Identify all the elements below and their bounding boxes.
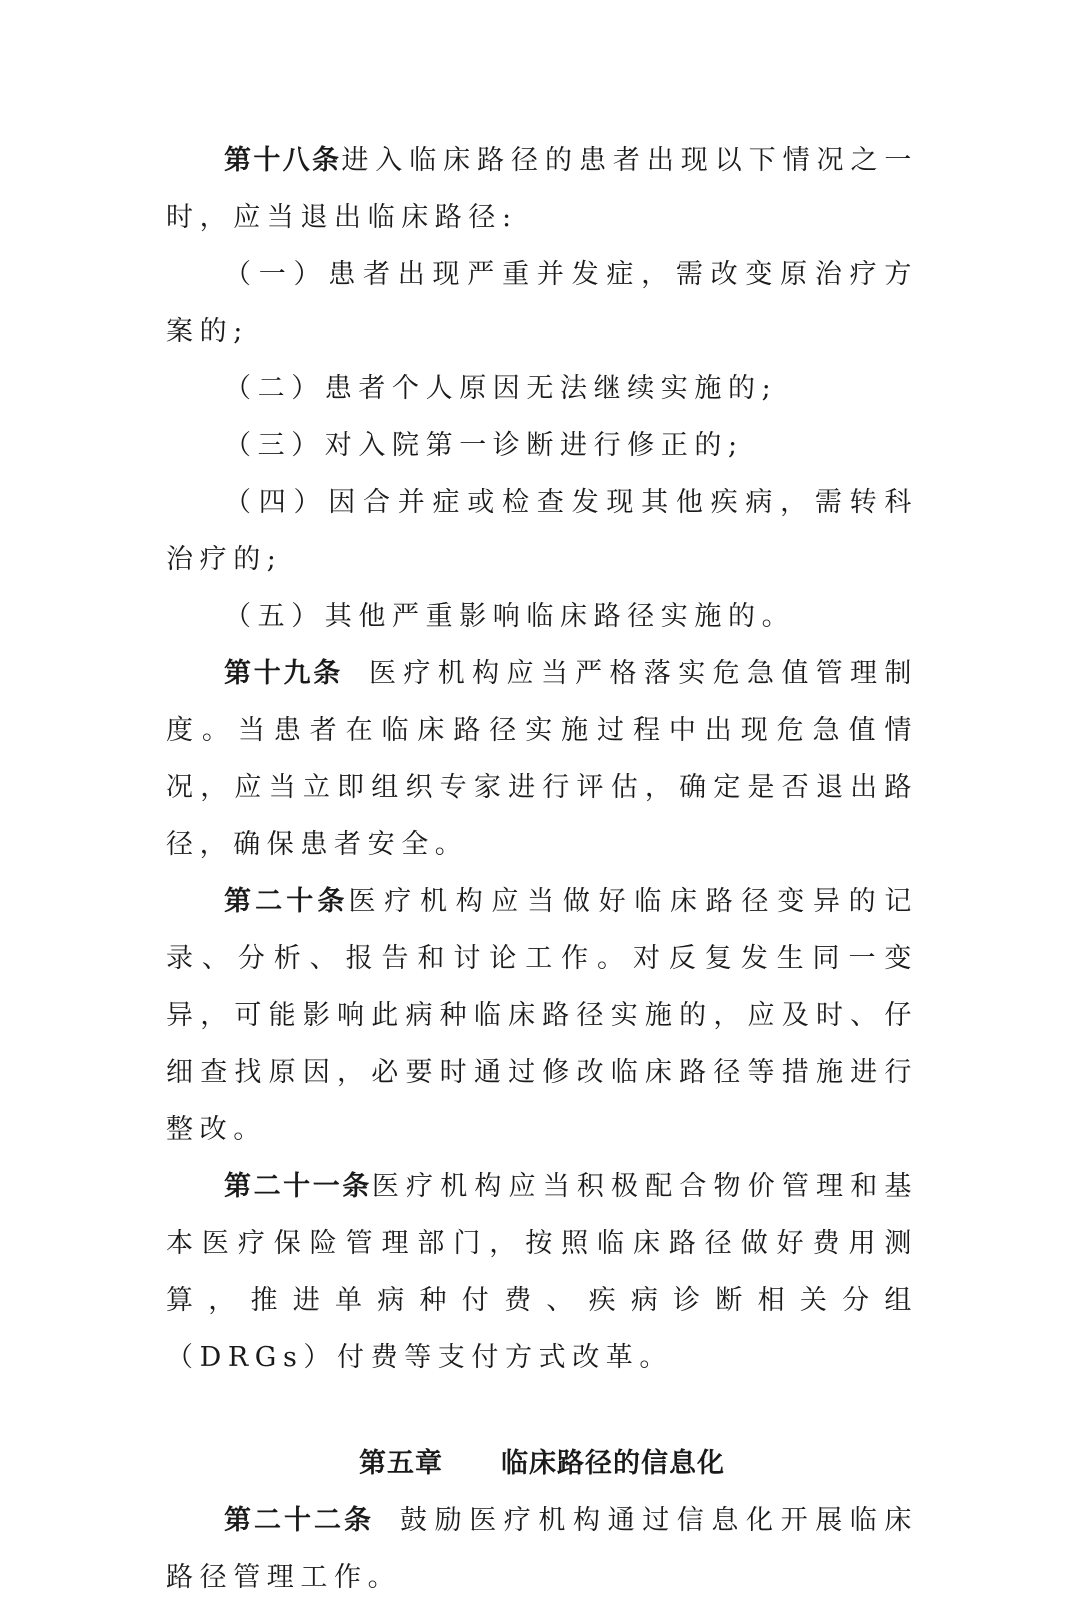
article-21-text: 医疗机构应当积极配合物价管理和基本医疗保险管理部门，按照临床路径做好费用测算，推进单病种付费、疾病诊断相关分组（DRGs）付费等支付方式改革。: [166, 1171, 919, 1373]
article-21-number: 第二十一条: [224, 1171, 372, 1202]
article-18-item-4: （四）因合并症或检查发现其他疾病，需转科治疗的;: [166, 487, 918, 575]
article-20: [166, 873, 918, 1158]
article-18-text: 进入临床路径的患者出现以下情况之一时，应当退出临床路径:: [166, 145, 918, 233]
article-20-number: 第二十条: [224, 886, 349, 917]
chapter-title: 临床路径的信息化: [501, 1448, 725, 1479]
chapter-heading: [166, 1436, 918, 1492]
article-18-item-2: （二）患者个人原因无法继续实施的;: [224, 373, 778, 404]
article-18: [166, 132, 918, 246]
document-body: [166, 132, 918, 1606]
article-18-item-1: （一）患者出现严重并发症，需改变原治疗方案的;: [166, 259, 918, 347]
article-22-number: 第二十二条: [224, 1505, 374, 1536]
article-21: [166, 1158, 918, 1386]
chapter-number: 第五章: [359, 1448, 443, 1479]
article-22: [166, 1492, 918, 1606]
article-20-text: 医疗机构应当做好临床路径变异的记录、分析、报告和讨论工作。对反复发生同一变异，可能影响此病种临床路径实施的，应及时、仔细查找原因，必要时通过修改临床路径等措施进行整改。: [166, 886, 919, 1145]
article-22-text: 鼓励医疗机构通过信息化开展临床路径管理工作。: [166, 1505, 918, 1593]
article-18-number: 第十八条: [224, 145, 342, 176]
article-19-number: 第十九条: [224, 658, 344, 689]
article-19: [166, 645, 918, 873]
article-18-item-3: （三）对入院第一诊断进行修正的;: [224, 430, 744, 461]
article-18-item-5: （五）其他严重影响临床路径实施的。: [224, 601, 796, 632]
article-19-text: 医疗机构应当严格落实危急值管理制度。当患者在临床路径实施过程中出现危急值情况，应当立即组织专家进行评估，确定是否退出路径，确保患者安全。: [166, 658, 918, 860]
